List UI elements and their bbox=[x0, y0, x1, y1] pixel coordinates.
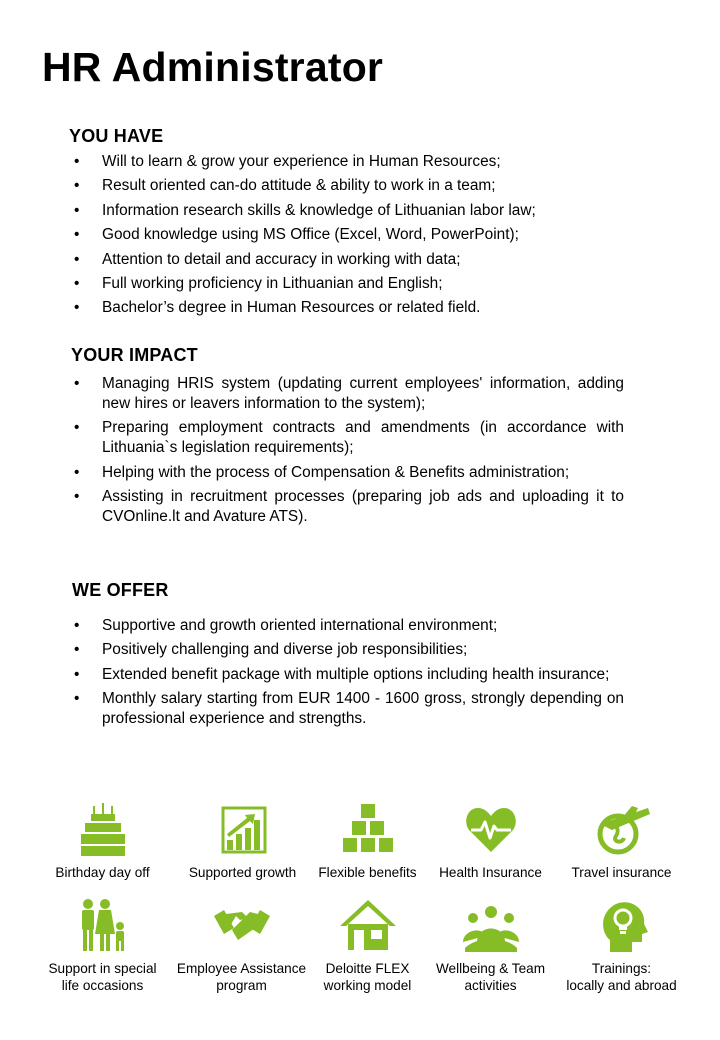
family-icon bbox=[73, 896, 133, 956]
benefit-label: Flexible benefits bbox=[318, 865, 417, 880]
list-item: • Positively challenging and diverse job responsibilities; bbox=[74, 640, 624, 660]
house-icon bbox=[338, 896, 398, 956]
list-item: • Assisting in recruitment processes (preparing job ads and uploading it to CVOnline.lt and Avature ATS). bbox=[74, 487, 624, 527]
list-item: • Result oriented can-do attitude & ability to work in a team; bbox=[74, 176, 624, 196]
benefit-growth bbox=[177, 800, 308, 881]
benefit-label: Travel insurance bbox=[571, 865, 672, 880]
list-item: • Attention to detail and accuracy in working with data; bbox=[74, 250, 624, 270]
list-item: • Extended benefit package with multiple options including health insurance; bbox=[74, 665, 624, 685]
list-item: • Helping with the process of Compensation & Benefits administration; bbox=[74, 463, 624, 483]
we-offer-heading: WE OFFER bbox=[72, 580, 169, 600]
benefit-label: Employee Assistance program bbox=[176, 961, 307, 993]
benefit-flex-model bbox=[302, 896, 433, 994]
list-item: • Managing HRIS system (updating current employees' information, adding new hires or leavers information to the system); bbox=[74, 374, 624, 414]
benefit-label: Supported growth bbox=[188, 865, 297, 880]
benefit-label: Trainings: locally and abroad bbox=[566, 961, 677, 993]
list-item: • Information research skills & knowledge of Lithuanian labor law; bbox=[74, 201, 624, 221]
we-offer-list bbox=[74, 616, 624, 734]
stacked-boxes-icon bbox=[338, 800, 398, 860]
heart-pulse-icon bbox=[461, 800, 521, 860]
benefit-label: Health Insurance bbox=[439, 865, 542, 880]
growth-chart-icon bbox=[213, 800, 273, 860]
you-have-heading: YOU HAVE bbox=[69, 126, 164, 146]
list-item: • Supportive and growth oriented international environment; bbox=[74, 616, 624, 636]
list-item: • Good knowledge using MS Office (Excel, Word, PowerPoint); bbox=[74, 225, 624, 245]
list-item: • Monthly salary starting from EUR 1400 - 1600 gross, strongly depending on professional experience and strengths. bbox=[74, 689, 624, 729]
page-title: HR Administrator bbox=[42, 44, 384, 90]
benefit-flexible bbox=[302, 800, 433, 881]
list-item: • Will to learn & grow your experience in Human Resources; bbox=[74, 152, 624, 172]
benefit-health bbox=[425, 800, 556, 881]
head-lightbulb-icon bbox=[592, 896, 652, 956]
handshake-icon bbox=[212, 896, 272, 956]
your-impact-list bbox=[74, 374, 624, 532]
birthday-cake-icon bbox=[73, 800, 133, 860]
benefit-label: Wellbeing & Team activities bbox=[435, 961, 546, 993]
benefit-assistance bbox=[176, 896, 307, 994]
benefit-wellbeing bbox=[425, 896, 556, 994]
benefit-travel bbox=[556, 800, 687, 881]
globe-plane-icon bbox=[592, 800, 652, 860]
list-item: • Bachelor’s degree in Human Resources or related field. bbox=[74, 298, 624, 318]
benefit-life-occasions bbox=[37, 896, 168, 994]
benefit-label: Deloitte FLEX working model bbox=[323, 961, 412, 993]
benefit-label: Birthday day off bbox=[55, 865, 150, 880]
benefit-label: Support in special life occasions bbox=[48, 961, 157, 993]
list-item: • Preparing employment contracts and amendments (in accordance with Lithuania`s legislation requirements); bbox=[74, 418, 624, 458]
you-have-list bbox=[74, 152, 624, 323]
list-item: • Full working proficiency in Lithuanian and English; bbox=[74, 274, 624, 294]
your-impact-heading: YOUR IMPACT bbox=[71, 345, 198, 365]
benefit-trainings bbox=[556, 896, 687, 994]
benefit-birthday bbox=[37, 800, 168, 881]
team-icon bbox=[461, 896, 521, 956]
